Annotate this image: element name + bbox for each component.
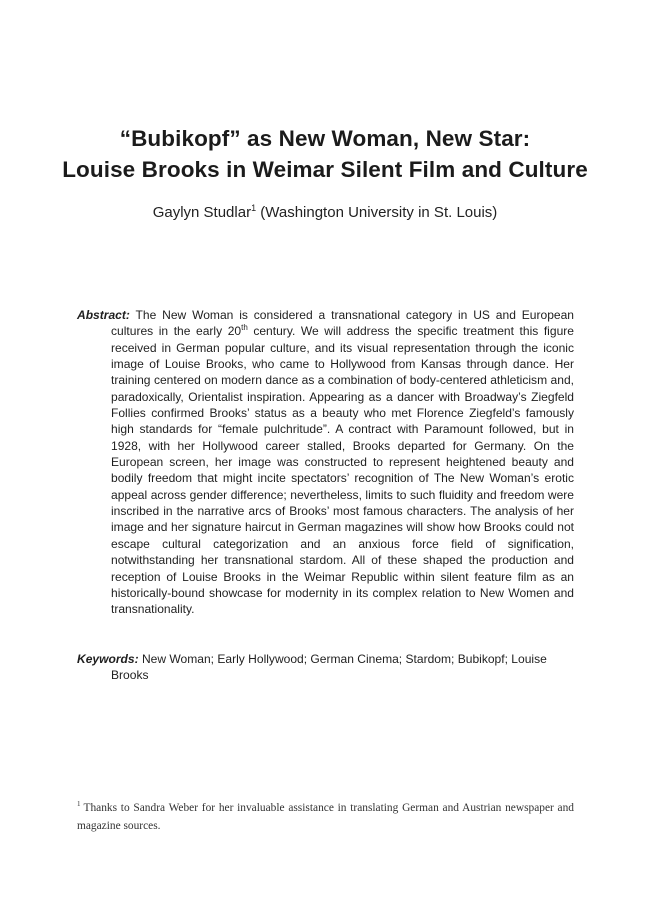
footnote-mark: 1 [77, 800, 81, 808]
abstract-superscript: th [241, 323, 248, 333]
title-line-2: Louise Brooks in Weimar Silent Film and Culture [62, 157, 588, 182]
keywords-label: Keywords: [77, 652, 139, 666]
author-footnote-mark[interactable]: 1 [251, 203, 257, 213]
footnote-text: Thanks to Sandra Weber for her invaluable assistance in translating German and Austrian newspaper and magazine sources. [77, 802, 574, 832]
keywords-paragraph [77, 651, 574, 684]
title-line-1: “Bubikopf” as New Woman, New Star: [119, 126, 531, 151]
author-name: Gaylyn Studlar [152, 204, 252, 221]
abstract-section [77, 307, 574, 618]
keywords-section [77, 651, 574, 684]
abstract-text-rest: century. We will address the specific treatment this figure received in German popular culture, and its visual representation through the iconic image of Louise Brooks, who came to Hollywood from Kansas through dance. Her training centered on modern dance as a combination of body-centered athleticism and, paradoxically, Orientalist inspiration. Appearing as a dancer with Broadway’s Ziegfeld Follies confirmed Brooks’ status as a beauty who met Florence Ziegfeld’s famously high standards for “female pulchritude”. A contract with Paramount followed, but in 1928, with her Hollywood career stalled, Brooks departed for Germany. On the European screen, her image was constructed to represent heightened beauty and bodily freedom that might incite spectators’ recognition of The New Woman’s erotic appeal across gender difference; nevertheless, limits to such fluidity and freedom were inscribed in the narrative arcs of Brooks’ most famous characters. The analysis of her image and her signature haircut in German magazines will show how Brooks could not escape cultural categorization and an anxious force field of signification, notwithstanding her transnational stardom. All of these shaped the production and reception of Louise Brooks in the Weimar Republic within silent feature film as an historically-bound showcase for modernity in its complex relation to New Women and transnationality. [111, 324, 574, 617]
author-affiliation: (Washington University in St. Louis) [256, 204, 498, 221]
keywords-text: New Woman; Early Hollywood; German Cinema; Stardom; Bubikopf; Louise Brooks [111, 652, 547, 683]
author-line [40, 203, 610, 223]
chapter-title [40, 123, 610, 185]
abstract-text-start: The New Woman is considered a transnational category in US and European cultures in the early 20 [111, 308, 574, 339]
abstract-paragraph [77, 307, 574, 618]
footnote [77, 800, 574, 835]
abstract-label: Abstract: [77, 308, 130, 322]
